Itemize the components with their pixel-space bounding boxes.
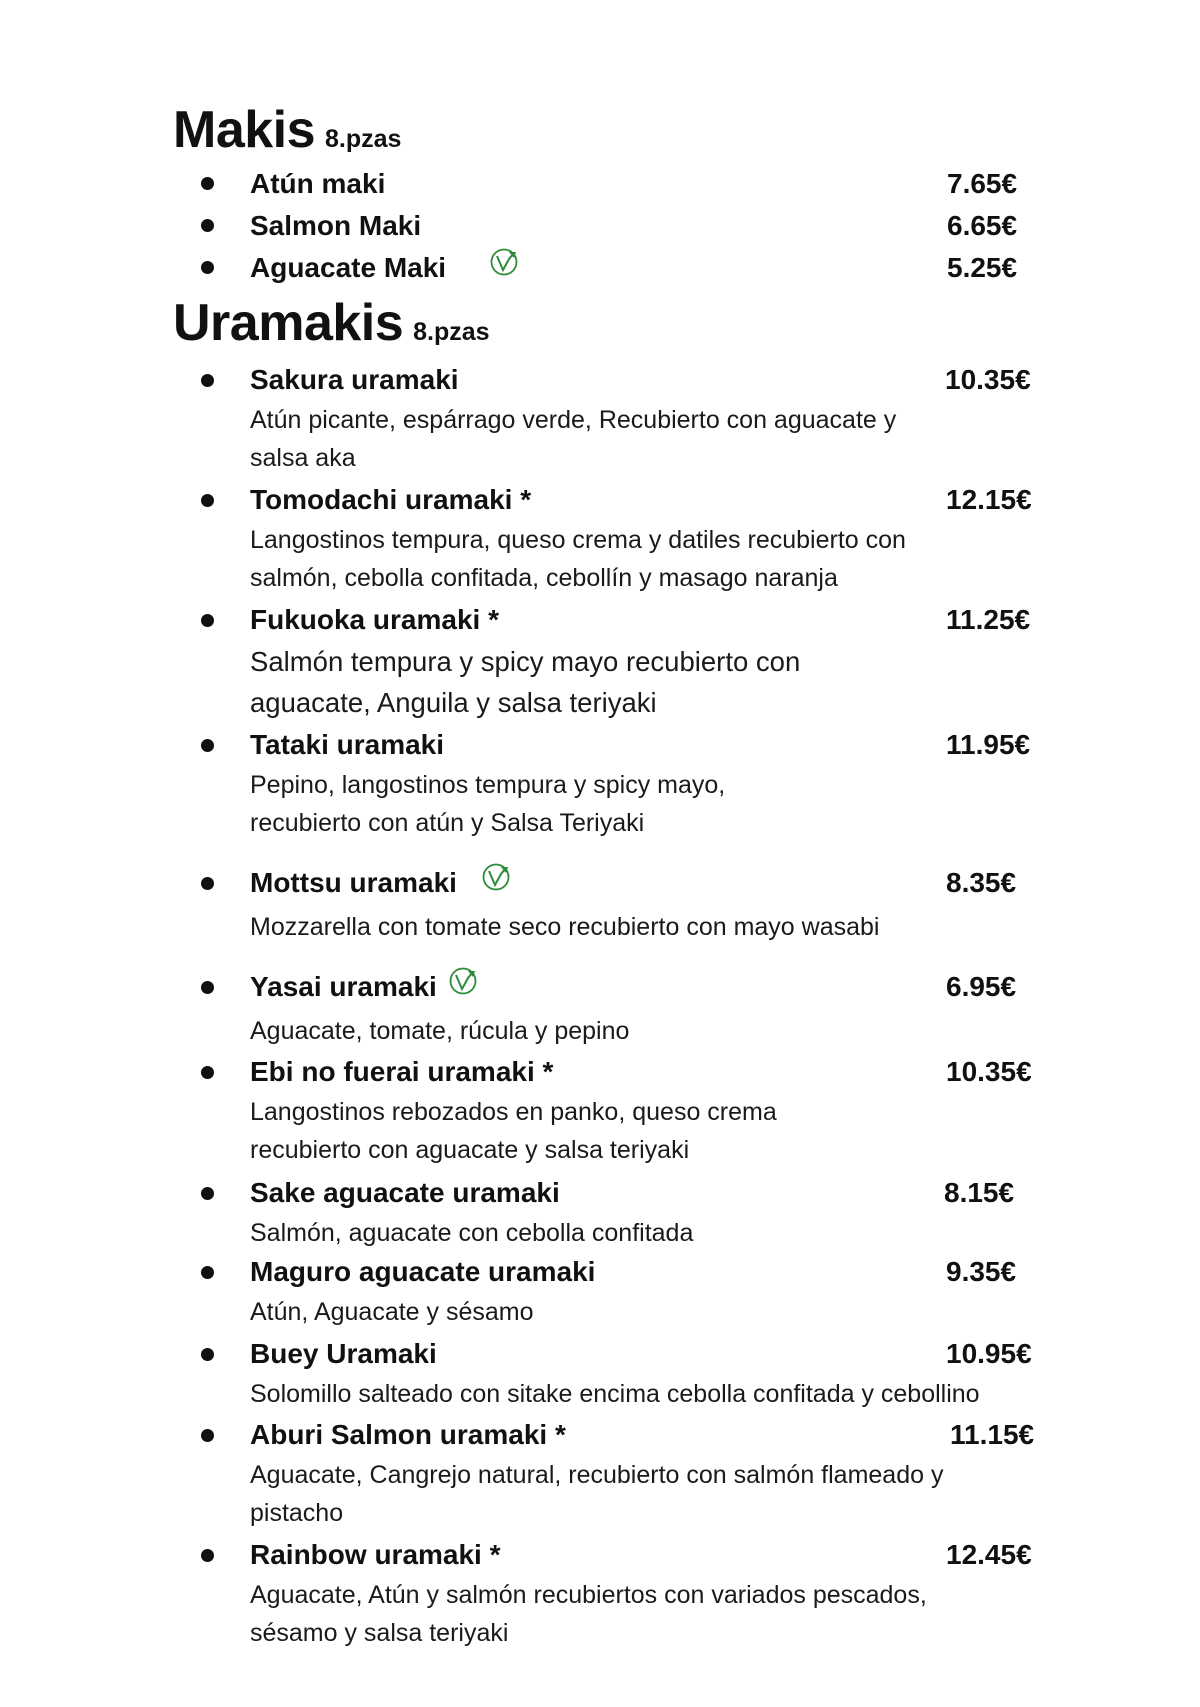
item-price: 11.25€ [946, 604, 1031, 635]
item-price: 10.35€ [945, 364, 1031, 395]
item-name: Rainbow uramaki * [250, 1539, 501, 1570]
item-name: Aburi Salmon uramaki * [250, 1419, 566, 1450]
item-price: 12.45€ [946, 1539, 1032, 1570]
item-description: Langostinos rebozados en panko, queso crema [250, 1098, 777, 1126]
item-description: Salmón, aguacate con cebolla confitada [250, 1219, 694, 1247]
item-name: Sake aguacate uramaki [250, 1177, 560, 1208]
bullet-icon [201, 177, 214, 190]
item-description: Aguacate, Cangrejo natural, recubierto con salmón flameado y [250, 1461, 944, 1489]
item-name: Yasai uramaki [250, 971, 437, 1002]
vegan-icon [448, 966, 478, 996]
item-name: Fukuoka uramaki * [250, 604, 499, 635]
bullet-icon [201, 374, 214, 387]
item-description: Aguacate, tomate, rúcula y pepino [250, 1017, 630, 1045]
item-name: Maguro aguacate uramaki [250, 1256, 596, 1287]
bullet-icon [201, 739, 214, 752]
bullet-icon [201, 1549, 214, 1562]
item-name: Tataki uramaki [250, 729, 445, 760]
bullet-icon [201, 1266, 214, 1279]
item-name: Tomodachi uramaki * [250, 484, 532, 515]
item-price: 10.35€ [946, 1056, 1032, 1087]
section-subtitle: 8.pzas [413, 318, 490, 346]
item-description: Langostinos tempura, queso crema y datiles recubierto con [250, 526, 906, 554]
bullet-icon [201, 1429, 214, 1442]
bullet-icon [201, 981, 214, 994]
item-price: 12.15€ [946, 484, 1032, 515]
item-description: Solomillo salteado con sitake encima cebolla confitada y cebollino [250, 1380, 980, 1408]
section-title: Uramakis [173, 294, 404, 352]
section-heading-uramakis [173, 294, 490, 352]
item-price: 11.15€ [950, 1419, 1035, 1450]
bullet-icon [201, 494, 214, 507]
item-description: aguacate, Anguila y salsa teriyaki [250, 687, 657, 718]
item-name: Salmon Maki [250, 210, 422, 241]
item-description: Atún, Aguacate y sésamo [250, 1298, 534, 1326]
bullet-icon [201, 1066, 214, 1079]
section-title: Makis [173, 101, 316, 159]
item-description: Pepino, langostinos tempura y spicy mayo, [250, 771, 726, 799]
item-price: 7.65€ [947, 168, 1018, 199]
item-name: Mottsu uramaki [250, 867, 457, 898]
item-description: Mozzarella con tomate seco recubierto con mayo wasabi [250, 913, 880, 941]
item-price: 9.35€ [946, 1256, 1017, 1287]
item-price: 5.25€ [947, 252, 1018, 283]
item-description: salsa aka [250, 444, 356, 472]
item-price: 8.15€ [944, 1177, 1015, 1208]
item-price: 6.65€ [947, 210, 1018, 241]
bullet-icon [201, 261, 214, 274]
item-description: recubierto con aguacate y salsa teriyaki [250, 1136, 690, 1164]
bullet-icon [201, 219, 214, 232]
item-description: sésamo y salsa teriyaki [250, 1619, 509, 1647]
item-name: Sakura uramaki [250, 364, 459, 395]
section-heading-makis [173, 101, 402, 159]
item-description: Salmón tempura y spicy mayo recubierto con [250, 646, 801, 677]
item-price: 11.95€ [946, 729, 1031, 760]
item-description: pistacho [250, 1499, 344, 1527]
item-description: recubierto con atún y Salsa Teriyaki [250, 809, 645, 837]
item-price: 8.35€ [946, 867, 1017, 898]
item-name: Buey Uramaki [250, 1338, 437, 1369]
item-description: Aguacate, Atún y salmón recubiertos con variados pescados, [250, 1581, 927, 1609]
vegan-icon [489, 247, 519, 277]
bullet-icon [201, 614, 214, 627]
vegan-icon [481, 862, 511, 892]
item-description: salmón, cebolla confitada, cebollín y masago naranja [250, 564, 838, 592]
bullet-icon [201, 877, 214, 890]
item-price: 10.95€ [946, 1338, 1032, 1369]
item-price: 6.95€ [946, 971, 1017, 1002]
item-description: Atún picante, espárrago verde, Recubierto con aguacate y [250, 406, 897, 434]
item-name: Atún maki [250, 168, 386, 199]
bullet-icon [201, 1348, 214, 1361]
section-subtitle: 8.pzas [325, 125, 402, 153]
item-name: Ebi no fuerai uramaki * [250, 1056, 554, 1087]
item-name: Aguacate Maki [250, 252, 447, 283]
bullet-icon [201, 1187, 214, 1200]
